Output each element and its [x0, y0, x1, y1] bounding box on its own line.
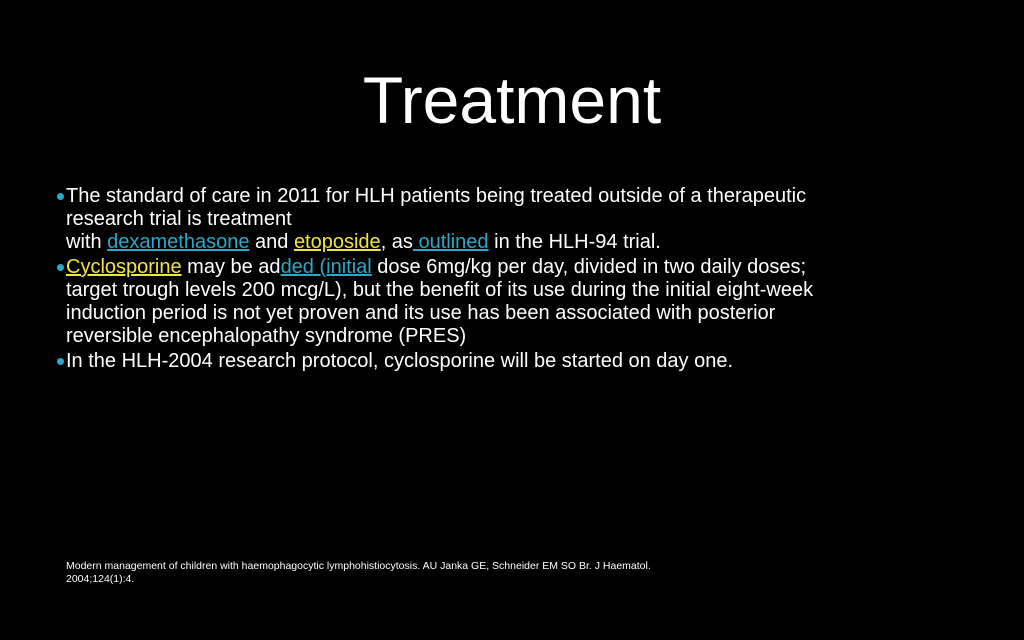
bullet-item-hlh-2004: [56, 350, 846, 373]
bullet-dot-icon: [57, 358, 64, 365]
citation: [66, 560, 786, 586]
bullet-item-standard-of-care: [56, 185, 846, 254]
bullet-list: [56, 185, 846, 375]
bullet-item-cyclosporine: [56, 256, 846, 348]
bullet-text: in the HLH-94 trial.: [488, 231, 661, 253]
cyclosporine-link[interactable]: Cyclosporine: [66, 256, 182, 278]
bullet-text: The standard of care in 2011 for HLH patients being treated outside of a therapeutic research trial is treatment: [66, 185, 807, 230]
etoposide-link[interactable]: etoposide: [293, 231, 381, 253]
bullet-text: may be ad: [181, 256, 281, 278]
bullet-text: with: [66, 231, 108, 253]
outlined-link[interactable]: outlined: [412, 231, 489, 253]
bullet-dot-icon: [57, 193, 64, 200]
initial-dose-link[interactable]: ded (initial: [280, 256, 372, 278]
dexamethasone-link[interactable]: dexamethasone: [107, 231, 250, 253]
bullet-text: and: [249, 231, 294, 253]
citation-line: 2004;124(1):4.: [66, 573, 135, 585]
bullet-text: In the HLH-2004 research protocol, cyclosporine will be started on day one.: [66, 350, 734, 372]
bullet-text: , as: [380, 231, 413, 253]
slide-title: Treatment: [362, 63, 662, 137]
bullet-dot-icon: [57, 264, 64, 271]
citation-line: Modern management of children with haemophagocytic lymphohistiocytosis. AU Janka GE, Schneider EM SO Br. J Haematol.: [66, 560, 651, 572]
bullet-text: dose 6mg/kg per day, divided in two daily doses; target trough levels 200 mcg/L), but the benefit of its use during the initial eight-week induction period is not yet proven and its use has been associated with posterior reversible encephalopathy syndrome (PRES): [66, 256, 814, 347]
